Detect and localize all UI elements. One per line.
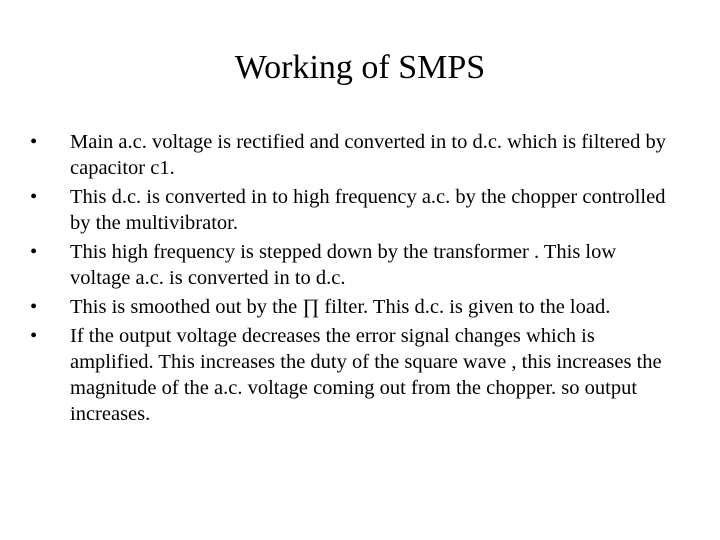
bullet-text: Main a.c. voltage is rectified and converted in to d.c. which is filtered by capacitor c1. (70, 131, 667, 179)
bullet-item-2 (30, 184, 680, 236)
bullet-icon: • (30, 241, 38, 263)
bullet-text: This d.c. is converted in to high frequency a.c. by the chopper controlled by the multivibrator. (70, 186, 666, 234)
bullet-text: This high frequency is stepped down by the transformer . This low voltage a.c. is converted in to d.c. (70, 241, 617, 289)
bullet-text: If the output voltage decreases the error signal changes which is amplified. This increases the duty of the square wave , this increases the magnitude of the a.c. voltage coming out from the chopper. so output increases. (70, 325, 662, 425)
slide-title: Working of SMPS (234, 49, 486, 86)
bullet-item-4 (30, 294, 680, 320)
bullet-item-3 (30, 239, 680, 291)
bullet-text: This is smoothed out by the ∏ filter. This d.c. is given to the load. (70, 296, 611, 318)
bullet-item-1 (30, 129, 680, 181)
bullet-icon: • (30, 131, 38, 153)
bullet-item-5 (30, 323, 680, 427)
bullet-icon: • (30, 325, 38, 347)
bullet-list (30, 129, 680, 430)
bullet-icon: • (30, 186, 38, 208)
bullet-icon: • (30, 296, 38, 318)
